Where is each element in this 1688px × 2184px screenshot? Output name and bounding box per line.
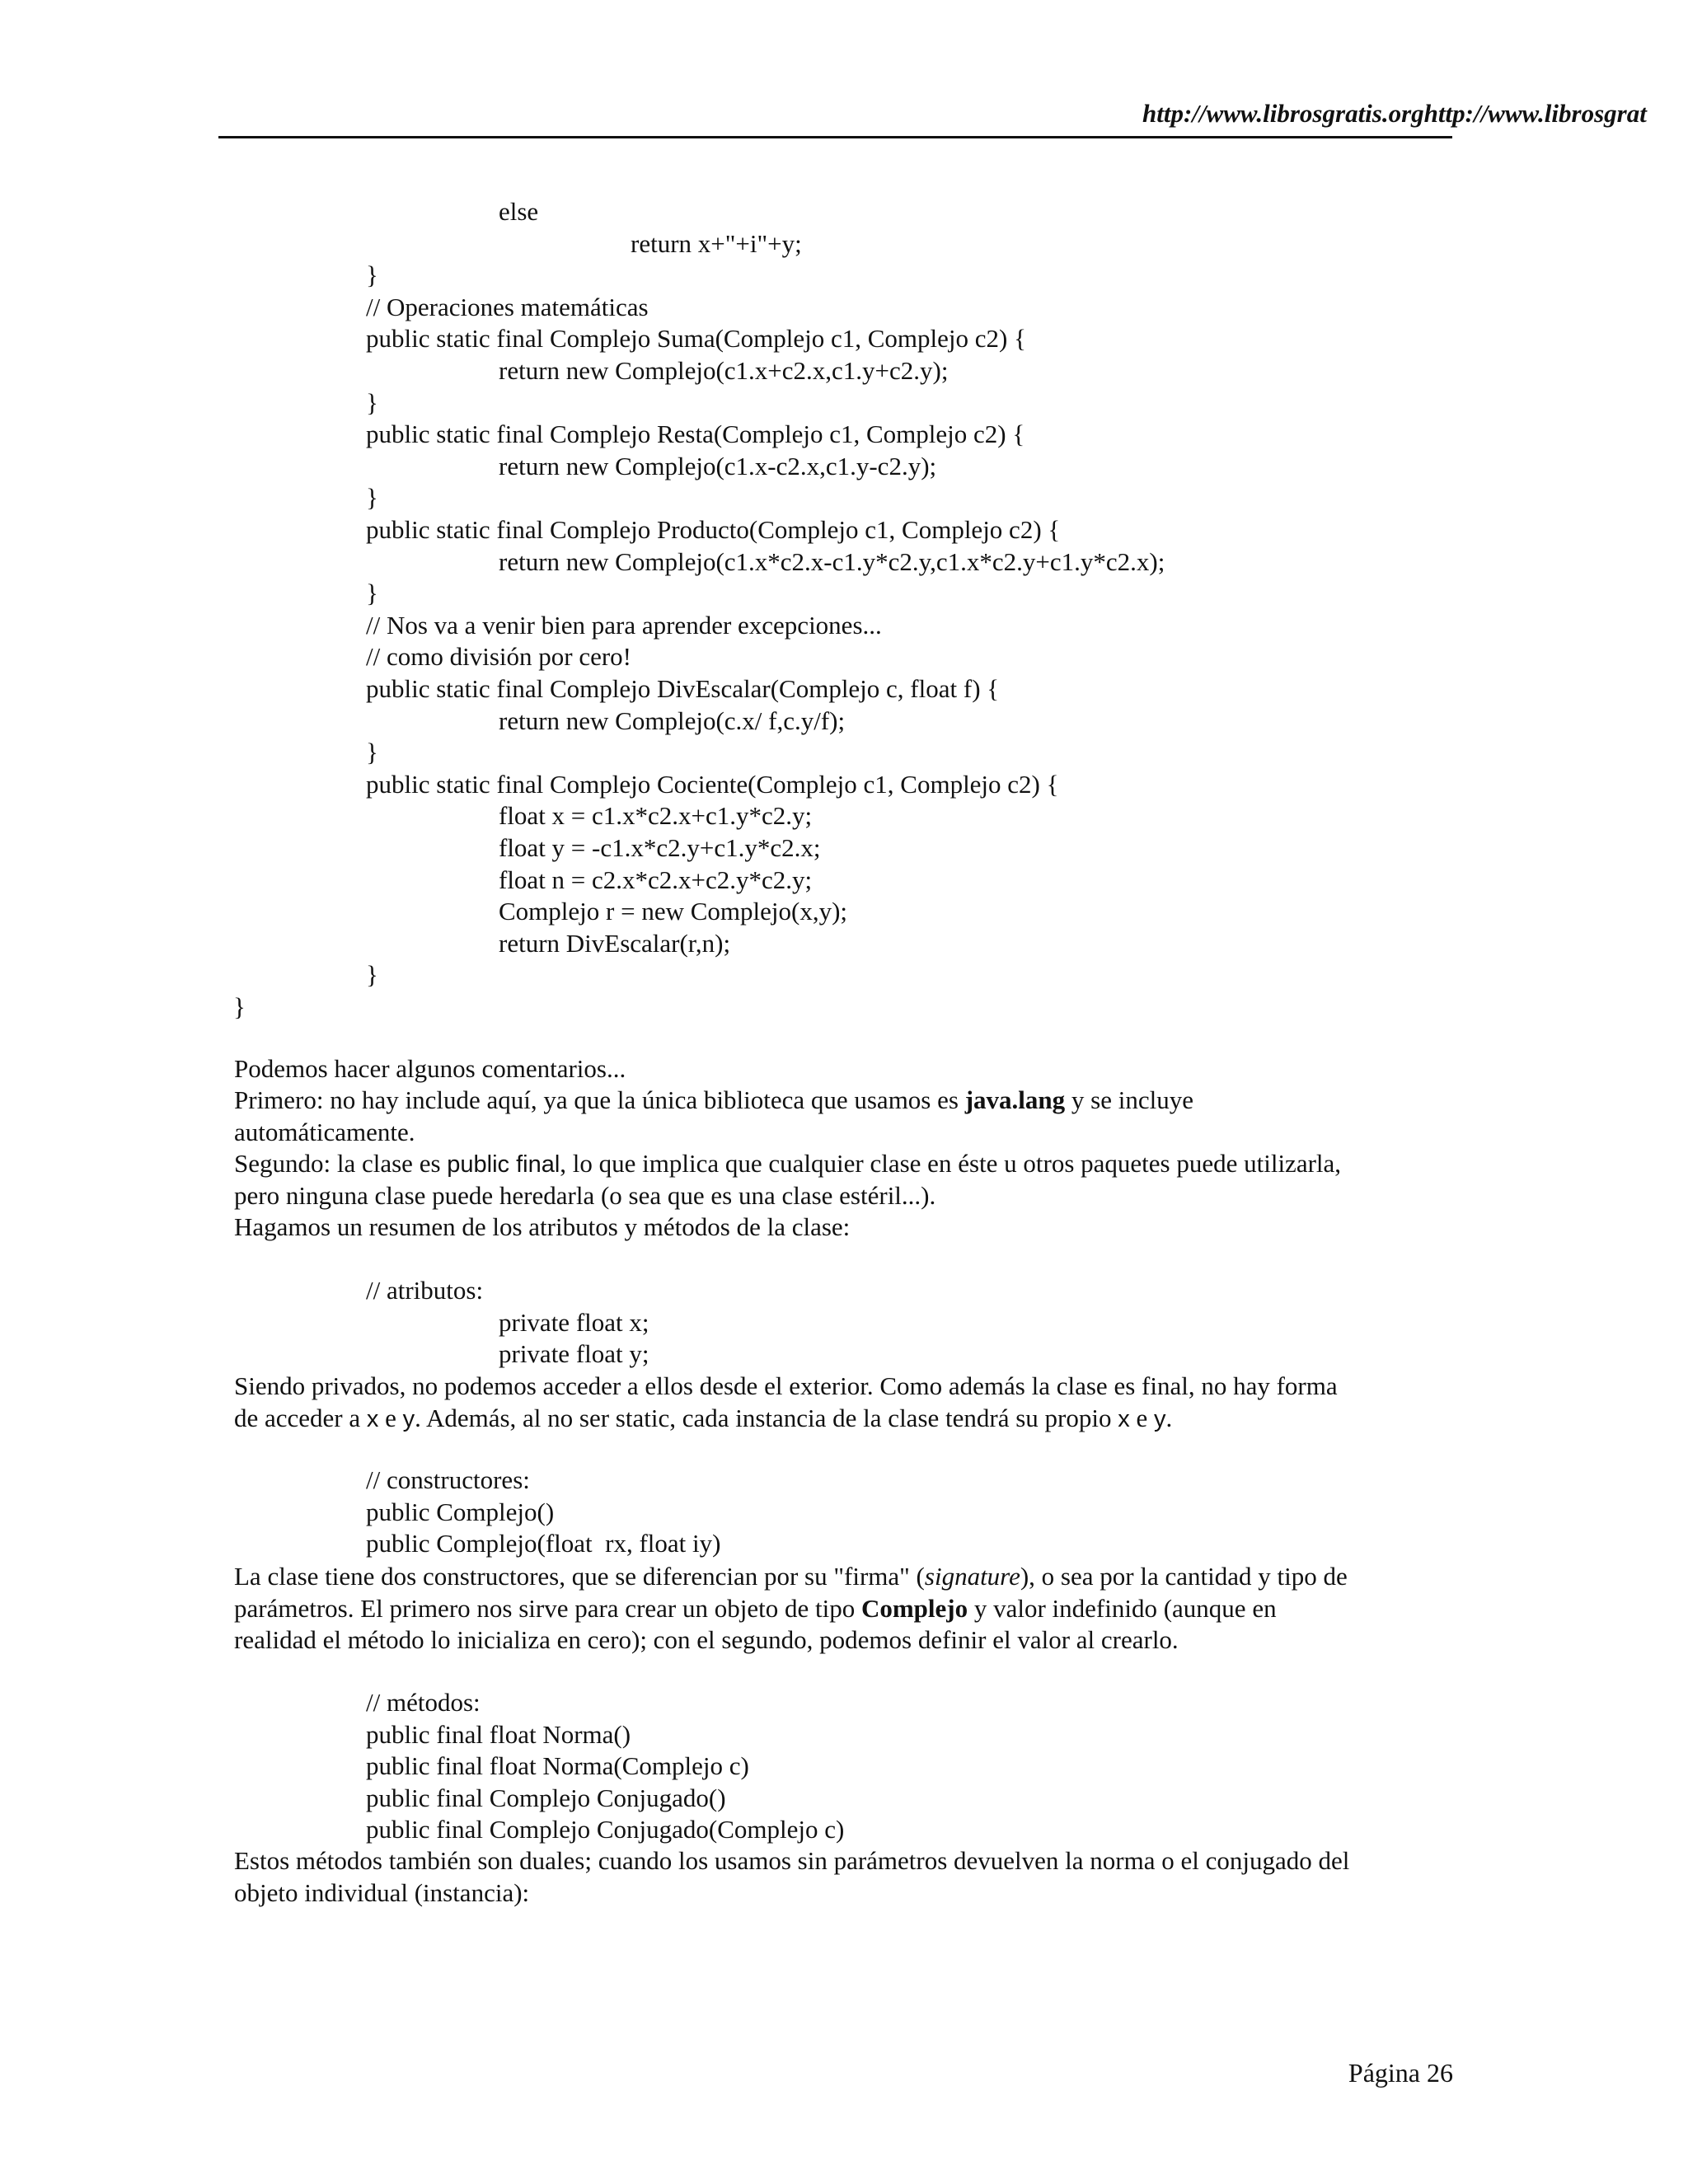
text-run: pero ninguna clase puede heredarla (o sea que es una clase estéril...).: [234, 1180, 936, 1210]
text-run: signature: [924, 1562, 1020, 1591]
text-run: y se incluye: [1065, 1085, 1193, 1115]
header-rule: [218, 136, 1452, 138]
code-line: public Complejo(float rx, float iy): [366, 1529, 721, 1558]
code-line: float y = -c1.x*c2.y+c1.y*c2.x;: [499, 833, 821, 862]
code-line: public final Complejo Conjugado(Complejo c): [366, 1815, 845, 1844]
text-run: Primero: no hay include aquí, ya que la única biblioteca que usamos es: [234, 1085, 965, 1115]
code-line: }: [366, 738, 378, 767]
code-line: }: [233, 992, 246, 1021]
code-line: public final Complejo Conjugado(): [366, 1783, 726, 1812]
code-line: public static final Complejo Producto(Complejo c1, Complejo c2) {: [366, 515, 1061, 544]
paragraph-line: [234, 1053, 626, 1085]
text-run: de acceder a: [234, 1403, 367, 1432]
text-run: Hagamos un resumen de los atributos y métodos de la clase:: [234, 1212, 851, 1241]
text-run: x: [366, 1405, 379, 1432]
code-line: // como división por cero!: [366, 642, 631, 672]
code-line: }: [366, 483, 378, 513]
code-line: public static final Complejo DivEscalar(Complejo c, float f) {: [366, 674, 1000, 703]
header-url: http://www.librosgratis.orghttp://www.librosgrat: [1142, 99, 1647, 128]
paragraph-line: [234, 1117, 415, 1148]
code-line: Complejo r = new Complejo(x,y);: [499, 897, 848, 926]
text-run: realidad el método lo inicializa en cero); con el segundo, podemos definir el valor al crearlo.: [234, 1625, 1179, 1654]
code-line: }: [366, 960, 378, 990]
text-run: Complejo: [860, 1593, 968, 1623]
text-run: .: [1165, 1403, 1173, 1432]
code-line: // atributos:: [366, 1276, 484, 1305]
code-line: // Operaciones matemáticas: [366, 292, 649, 321]
text-run: objeto individual (instancia):: [234, 1877, 530, 1907]
paragraph-line: [234, 1180, 935, 1212]
paragraph-line: [234, 1148, 1341, 1180]
paragraph-line: [234, 1085, 1193, 1116]
text-run: automáticamente.: [234, 1117, 415, 1146]
paragraph-line: [234, 1624, 1179, 1656]
text-run: y: [402, 1405, 415, 1432]
paragraph-line: [234, 1371, 1338, 1402]
code-line: // Nos va a venir bien para aprender excepciones...: [366, 610, 882, 640]
paragraph-line: [234, 1877, 529, 1909]
code-line: public static final Complejo Suma(Complejo c1, Complejo c2) {: [366, 324, 1026, 354]
text-run: java.lang: [964, 1085, 1066, 1115]
code-line: private float x;: [499, 1307, 649, 1337]
paragraph-line: [234, 1561, 1348, 1592]
code-line: else: [499, 197, 539, 226]
paragraph-line: [234, 1212, 850, 1243]
code-line: return x+"+i"+y;: [631, 228, 802, 258]
text-run: public final: [447, 1151, 560, 1179]
text-run: e: [378, 1403, 403, 1432]
text-run: e: [1129, 1403, 1154, 1432]
text-run: y: [1153, 1405, 1166, 1432]
code-line: // constructores:: [366, 1465, 530, 1494]
text-run: parámetros. El primero nos sirve para crear un objeto de tipo: [234, 1593, 861, 1623]
code-line: public static final Complejo Cociente(Complejo c1, Complejo c2) {: [366, 769, 1059, 799]
code-line: float n = c2.x*c2.x+c2.y*c2.y;: [499, 865, 813, 894]
code-line: }: [366, 579, 378, 608]
paragraph-line: [234, 1403, 1172, 1435]
code-line: public final float Norma(Complejo c): [366, 1751, 749, 1780]
text-run: y valor indefinido (aunque en: [968, 1593, 1277, 1623]
text-run: , lo que implica que cualquier clase en éste u otros paquetes puede utilizarla,: [560, 1149, 1342, 1179]
paragraph-line: [234, 1593, 1277, 1624]
code-line: return new Complejo(c1.x+c2.x,c1.y+c2.y);: [499, 356, 949, 385]
code-line: }: [366, 260, 378, 290]
code-line: return DivEscalar(r,n);: [499, 928, 731, 958]
paragraph-line: [234, 1845, 1349, 1877]
text-run: Podemos hacer algunos comentarios...: [234, 1054, 626, 1083]
code-line: public Complejo(): [366, 1497, 555, 1526]
page-number: Página 26: [1348, 2058, 1453, 2088]
code-line: return new Complejo(c1.x-c2.x,c1.y-c2.y);: [499, 451, 937, 480]
code-line: }: [366, 387, 378, 417]
text-run: La clase tiene dos constructores, que se diferencian por su "firma" (: [234, 1562, 925, 1591]
text-run: Siendo privados, no podemos acceder a ellos desde el exterior. Como además la clase es final, no hay forma: [234, 1371, 1338, 1400]
text-run: Estos métodos también son duales; cuando los usamos sin parámetros devuelven la norma o el conjugado del: [234, 1846, 1350, 1875]
code-line: // métodos:: [366, 1688, 481, 1717]
code-line: private float y;: [499, 1339, 649, 1368]
text-run: x: [1118, 1405, 1130, 1432]
code-line: return new Complejo(c1.x*c2.x-c1.y*c2.y,c1.x*c2.y+c1.y*c2.x);: [499, 546, 1165, 576]
code-line: float x = c1.x*c2.x+c1.y*c2.y;: [499, 801, 813, 831]
code-line: return new Complejo(c.x/ f,c.y/f);: [499, 705, 846, 735]
text-run: . Además, al no ser static, cada instancia de la clase tendrá su propio: [415, 1403, 1118, 1432]
text-run: ), o sea por la cantidad y tipo de: [1020, 1562, 1348, 1591]
text-run: Segundo: la clase es: [234, 1149, 448, 1179]
code-line: public static final Complejo Resta(Complejo c1, Complejo c2) {: [366, 419, 1025, 449]
code-line: public final float Norma(): [366, 1719, 631, 1749]
